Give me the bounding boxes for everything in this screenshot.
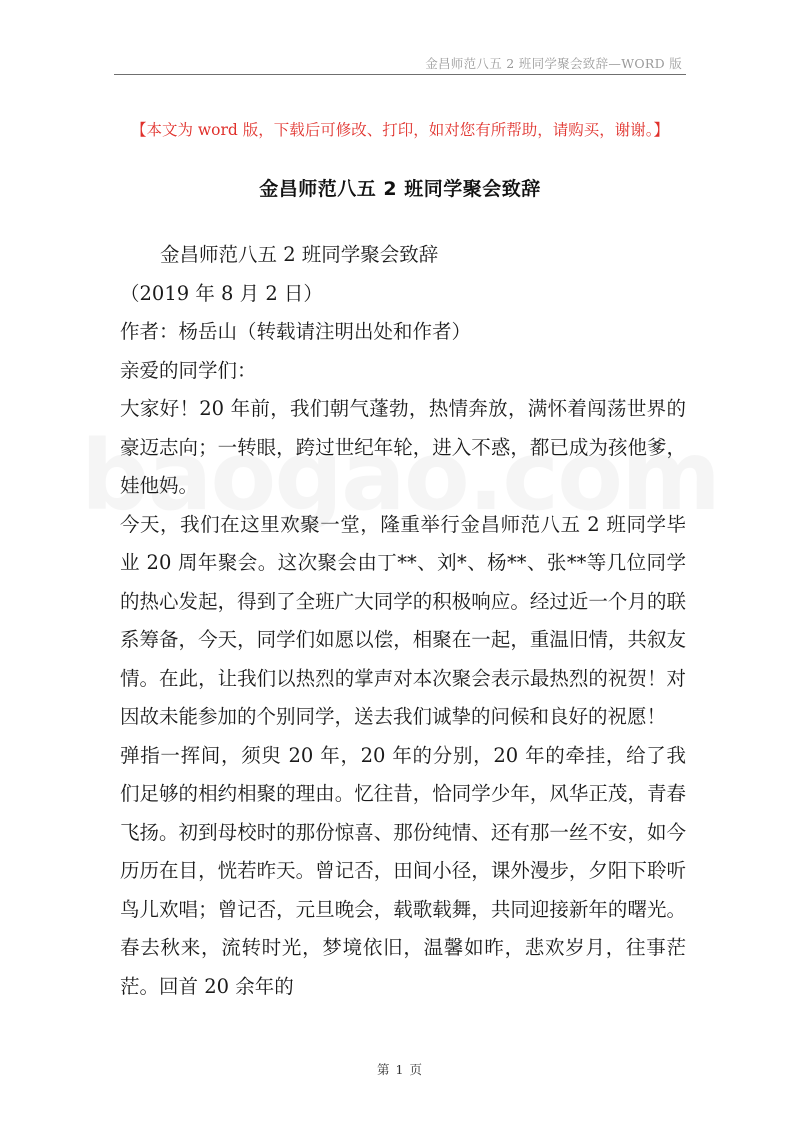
document-title: 金昌师范八五 2 班同学聚会致辞 (259, 178, 541, 200)
document-body (120, 236, 686, 1006)
header-divider (114, 74, 686, 75)
body-paragraph: 大家好！20 年前，我们朝气蓬勃，热情奔放，满怀着闯荡世界的豪迈志向；一转眼，跨过世纪年轮，进入不惑，都已成为孩他爹，娃他妈。 (120, 397, 686, 497)
body-author: 作者：杨岳山（转载请注明出处和作者） (120, 320, 472, 343)
body-paragraph: 今天，我们在这里欢聚一堂，隆重举行金昌师范八五 2 班同学毕业 20 周年聚会。这次聚会由丁**、刘*、杨**、张**等几位同学的热心发起，得到了全班广大同学的积极响应。经过近一个月的联系筹备，今天，同学们如愿以偿，相聚在一起，重温旧情，共叙友情。在此，让我们以热烈的掌声对本次聚会表示最热烈的祝贺！对因故未能参加的个别同学，送去我们诚挚的问候和良好的祝愿！ (120, 512, 686, 728)
body-paragraph: 弹指一挥间，须臾 20 年，20 年的分别，20 年的牵挂，给了我们足够的相约相聚的理由。忆往昔，恰同学少年，风华正茂，青春飞扬。初到母校时的那份惊喜、那份纯情、还有那一丝不安，如今历历在目，恍若昨天。曾记否，田间小径，课外漫步，夕阳下聆听鸟儿欢唱；曾记否，元旦晚会，载歌载舞，共同迎接新年的曙光。春去秋来，流转时光，梦境依旧，温馨如昨，悲欢岁月，往事茫茫。回首 20 余年的 (120, 743, 686, 998)
running-header: 金昌师范八五 2 班同学聚会致辞—WORD 版 (425, 56, 682, 71)
body-salutation: 亲爱的同学们： (120, 358, 257, 382)
body-subtitle: 金昌师范八五 2 班同学聚会致辞 (160, 243, 439, 266)
body-date: （2019 年 8 月 2 日） (120, 281, 323, 305)
page-number: 第 1 页 (377, 1062, 423, 1077)
purchase-notice: 【本文为 word 版，下载后可修改、打印，如对您有所帮助，请购买，谢谢。】 (130, 121, 670, 139)
